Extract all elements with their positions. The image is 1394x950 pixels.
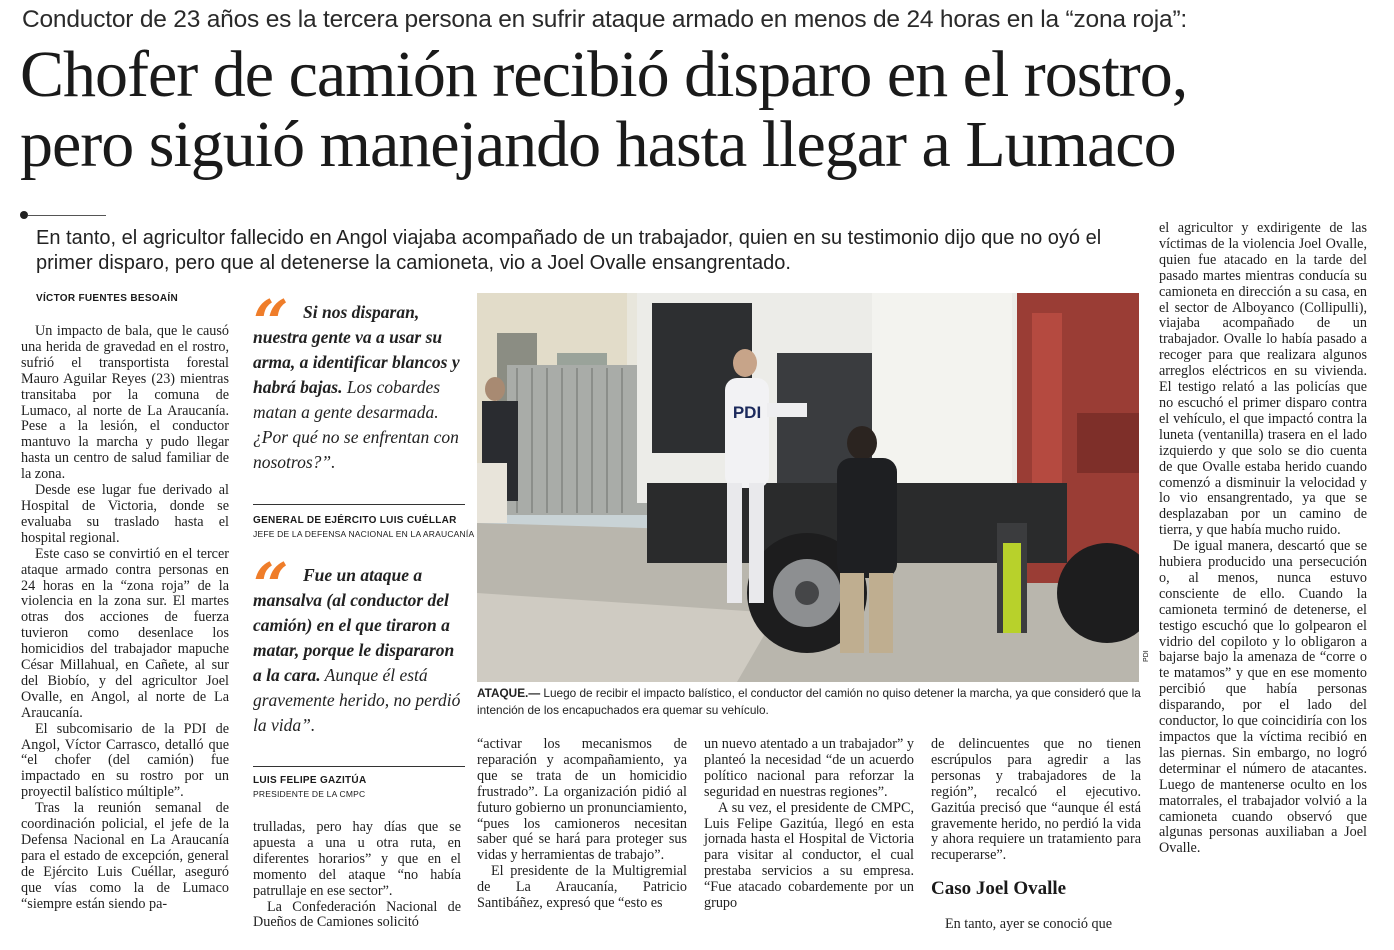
byline: VÍCTOR FUENTES BESOAÍN (36, 293, 178, 304)
paragraph: Desde ese lugar fue derivado al Hospital de Victoria, donde se evaluaba su traslado hasta el hospital regional. (21, 482, 229, 546)
paragraph: Este caso se convirtió en el tercer ataque armado contra personas en 24 horas en la “zona roja” de la violencia en la zona sur. El martes otras dos acciones de fuerza tuvieron como desenlace los homicidios del trabajador mapuche César Millahual, en Cañete, al sur del Biobío, y del agricultor Joel Ovalle, en Angol, al norte de La Araucanía. (21, 545, 229, 721)
pull-quote-2 (253, 549, 465, 738)
news-photo (477, 293, 1139, 682)
paragraph: “activar los mecanismos de reparación y acompañamiento, ya que se trata de un homicidio frustrado”. La organización pidió al futuro gobierno un pronunciamiento, “pues los camioneros necesitan saber qué se hará para proteger sus vidas y herramientas de trabajo”. (477, 736, 687, 864)
article-column-5-continued (931, 917, 1141, 933)
paragraph: En tanto, ayer se conoció que (945, 916, 1113, 932)
quote-attribution-role: JEFE DE LA DEFENSA NACIONAL EN LA ARAUCANÍA (253, 529, 475, 539)
article-column-6 (1159, 221, 1367, 857)
article-column-5 (931, 737, 1141, 864)
quote-text: Aunque él está gravemente herido, no perdió la vida”. (253, 665, 461, 735)
headline (20, 40, 1390, 180)
quote-bold-text: Si nos disparan, nuestra gente va a usar su arma, a identificar blancos y habrá bajas. (253, 302, 460, 397)
quote-mark-icon: “ (253, 549, 289, 622)
divider-ornament (20, 210, 106, 220)
paragraph: de delincuentes que no tienen escrúpulos para agredir a las personas y trabajadores de la región”, recalcó el ejecutivo. Gazitúa precisó que “aunque él está gravemente herido, no perdió la vida y ahora requiere un tratamiento para recuperarse”. (931, 736, 1141, 864)
quote-mark-icon: “ (253, 286, 289, 359)
paragraph: A su vez, el presidente de CMPC, Luis Felipe Gazitúa, llegó en esta jornada hasta el Hospital de Victoria para visitar al conductor, el cual prestaba servicios a su empresa. “Fue atacado cobardemente por un grupo (704, 799, 914, 912)
quote-attribution-name: LUIS FELIPE GAZITÚA (253, 775, 367, 786)
paragraph: Un impacto de bala, que le causó una herida de gravedad en el rostro, sufrió el transportista forestal Mauro Aguilar Reyes (23) mientras transitaba por la comuna de Lumaco, al norte de La Araucanía. Pese a la lesión, el conductor mantuvo la marcha y pudo llegar hasta un centro de salud familiar de la zona. (21, 323, 229, 483)
pull-quote-1 (253, 286, 465, 475)
quote-attribution-name: GENERAL DE EJÉRCITO LUIS CUÉLLAR (253, 515, 457, 526)
headline-line-1: Chofer de camión recibió disparo en el rostro, (20, 38, 1188, 111)
paragraph: La Confederación Nacional de Dueños de Camiones solicitó (253, 898, 461, 931)
vest-text: PDI (732, 403, 762, 422)
quote-divider (253, 504, 465, 505)
caption-label: ATAQUE.— (477, 686, 541, 700)
photo-caption (477, 685, 1142, 719)
article-column-1 (21, 324, 229, 913)
subheading: Caso Joel Ovalle (931, 878, 1067, 899)
article-column-3 (477, 737, 687, 912)
caption-text: Luego de recibir el impacto balístico, el conductor del camión no quiso detener la marcha, ya que consideró que la intención de los encapuchados era quemar su vehículo. (477, 686, 1141, 717)
paragraph: un nuevo atentado a un trabajador” y planteó la necesidad “de un acuerdo político nacional para reforzar la seguridad en nuestras regiones”. (704, 736, 914, 800)
article-column-4 (704, 737, 914, 912)
paragraph: El presidente de la Multigremial de La Araucanía, Patricio Santibáñez, expresó que “esto es (477, 863, 687, 912)
paragraph: De igual manera, descartó que se hubiera producido una persecución o, al menos, nunca estuvo consciente de ello. Cuando la camioneta terminó de detenerse, el testigo escuchó que lo golpearon el vidrio del copiloto y lo obligaron a bajarse bajo la amenaza de “corre o te matamos” y que en ese momento percibió que había personas disparando, por el lado del conductor, lo que coincidiría con los impactos que la víctima recibió en las piernas. Sin embargo, no logró determinar el número de atacantes. Luego de mantenerse oculto en los matorrales, el trabajador volvió a la camioneta cuando observó que algunas personas auxiliaban a Joel Ovalle. (1159, 538, 1367, 857)
deck: En tanto, el agricultor fallecido en Angol viajaba acompañado de un trabajador, quien en su testimonio dijo que no oyó el primer disparo, pero que al detenerse la camioneta, vio a Joel Ovalle ensangrentado. (36, 227, 1102, 274)
quote-text: Los cobardes matan a gente desarmada. ¿Por qué no se enfrentan con nosotros?”. (253, 377, 459, 472)
kicker: Conductor de 23 años es la tercera persona en sufrir ataque armado en menos de 24 horas en la “zona roja”: (22, 6, 1188, 33)
headline-line-2: pero siguió manejando hasta llegar a Lumaco (20, 108, 1176, 181)
paragraph: trulladas, pero hay días que se apuesta a una u otra ruta, en diferentes horarios” y que en el momento del ataque “no había patrullaje en ese sector”. (253, 819, 461, 899)
paragraph: El subcomisario de la PDI de Angol, Víctor Carrasco, detalló que “el chofer (del camión) fue impactado en su rostro por un proyectil balístico múltiple”. (21, 720, 229, 801)
paragraph: Tras la reunión semanal de coordinación policial, el jefe de la Defensa Nacional en La Araucanía para el estado de excepción, general de Ejército Luis Cuéllar, aseguró que vías como la de Lumaco “siempre están siendo pa- (21, 800, 229, 912)
article-column-2 (253, 820, 461, 931)
paragraph: el agricultor y exdirigente de las víctimas de la violencia Joel Ovalle, quien fue atacado en la tarde del pasado martes mientras conducía su camioneta en dirección a su casa, en el sector de Alboyanco (Collipulli), viajaba acompañado de un trabajador. Ovalle lo había pasado a recoger para que realizara algunos arreglos eléctricos en su vivienda. El testigo relató a las policías que no escuchó el primer disparo contra el vehículo, el que impactó contra la luneta (ventanilla) trasera en el lado izquierdo y que solo se dio cuenta de que Ovalle estaba herido cuando comenzó a disminuir la velocidad y lo vio ensangrentado, ya que se desplazaban por un camino de tierra, y que había mucho ruido. (1159, 220, 1367, 539)
quote-attribution-role: PRESIDENTE DE LA CMPC (253, 789, 366, 799)
quote-divider (253, 766, 465, 767)
photo-credit: PDI (1143, 650, 1150, 662)
quote-bold-text: Fue un ataque a mansalva (al conductor del camión) en el que tiraron a matar, porque le dispararon a la cara. (253, 565, 455, 685)
